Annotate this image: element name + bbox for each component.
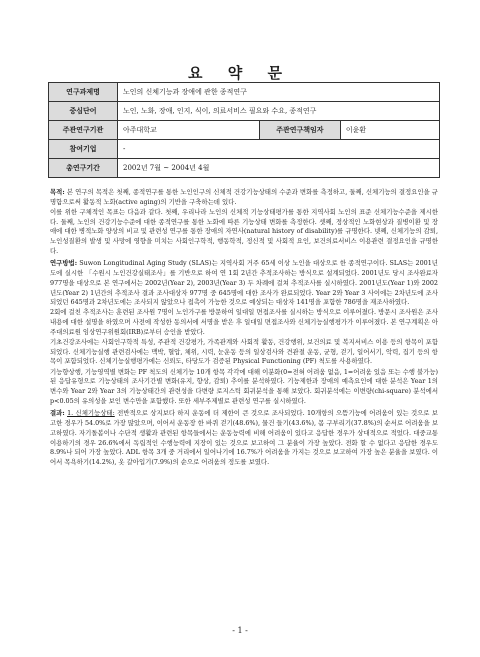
method-paragraph xyxy=(50,259,438,308)
label-institution: 주관연구기관 xyxy=(49,121,118,140)
table-row xyxy=(49,83,440,102)
label-keywords: 중심단어 xyxy=(49,102,118,121)
value-period: 2002년 7월 ~ 2004년 4월 xyxy=(118,159,440,178)
value-partner: - xyxy=(118,140,440,159)
project-info-table xyxy=(48,82,440,178)
method-paragraph-3: 기초건강조사에는 사회인구학적 특성, 주관적 건강평가, 가족관계와 사회적 활동, 건강행위, 보건의료 및 복지서비스 이용 등의 항목이 포함되었다. 신체기능실행 관련검사에는 맥박, 혈압, 체위, 시력, 눈운동 등의 일상검사와 견관절 운동, 균형, 걷기, 일어서기, 악력, 집기 등의 항목이 포함되었다. 신체기능실행평가에는 신뢰도, 타당도가 검증된 Physical Functioning (PF) 척도를 사용하였다. xyxy=(50,338,438,366)
results-text: 전반적으로 상지보다 하지 운동에 더 제한이 큰 것으로 조사되었다. 10개항의 으뜸기능에 어려움이 있는 것으로 보고한 경우가 54.0%로 가장 많았으며, 이어서 운동장 한 바퀴 걷기(48.6%), 물건 들기(43.6%), 몸 구부리기(37.8%)의 순서로 어려움을 보고하였다. 자기돌봄이나 수단적 생활과 관련된 항목들에서는 운동능력에 비해 어려움이 있다고 응답한 경우가 상대적으로 적었다. 대중교통 이용하기의 경우 26.6%에서 독립적인 수행능력에 지장이 있는 것으로 보고하여 그 분율이 가장 높았다. 전화 할 수 없다고 응답한 경우도 8.9%나 되어 가장 높았다. ADL 항목 3개 중 거리에서 일어나기에 16.7%가 어려움을 가지는 것으로 보고하여 가장 높은 분율을 보였다. 이어서 목욕하기(14.2%), 옷 갈아입기(7.9%)의 순으로 어려움의 정도를 보였다. xyxy=(50,409,438,466)
value-project-title: 노인의 신체기능과 장애에 관한 종적연구 xyxy=(118,83,440,102)
label-principal-investigator: 주관연구책임자 xyxy=(259,121,340,140)
document-title: 요 약 문 xyxy=(188,64,292,82)
purpose-heading: 목적: xyxy=(50,188,65,196)
label-project-title: 연구과제명 xyxy=(49,83,118,102)
table-row xyxy=(49,140,440,159)
method-text: Suwon Longitudinal Aging Study (SLAS)는 지역사회 거주 65세 이상 노인을 대상으로 한 종적연구이다. SLAS는 2001년도에 실시한 「수원시 노인건강실태조사」를 기반으로 하여 연 1회 2년간 추적조사하는 방식으로 설계되었다. 2001년도 당시 조사완료자 977명을 대상으로 본 연구에서는 2002년(Year 2), 2003년(Year 3) 두 차례에 걸쳐 추적조사를 실시하였다. 2001년도(Year 1)와 2002년도(Year 2) 1년간의 추적조사 결과 조사대상자 977명 중 645명에 대한 조사가 완료되었다. Year 2와 Year 3 사이에는 2차년도에 조사되었던 645명과 2차년도에는 조사되지 않았으나 접촉이 가능한 것으로 예상되는 대상자 141명을 포함한 786명을 재조사하였다. xyxy=(50,259,438,307)
page-number: - 1 - xyxy=(232,626,248,635)
value-institution: 아주대학교 xyxy=(118,121,260,140)
table-row xyxy=(49,159,440,178)
results-paragraph xyxy=(50,409,438,467)
label-period: 총연구기간 xyxy=(49,159,118,178)
table-row xyxy=(49,121,440,140)
value-principal-investigator: 이윤환 xyxy=(340,121,439,140)
summary-body xyxy=(50,188,438,468)
purpose-text: 본 연구의 목적은 첫째, 종적연구를 통한 노인인구의 신체적 건강기능상태의 수준과 변화를 측정하고, 둘째, 신체기능의 결정요인을 규명함으로써 활동적 노화(active aging)의 기반을 구축하는데 있다. xyxy=(50,188,438,206)
results-heading: 결과: xyxy=(50,409,65,418)
method-heading: 연구방법: xyxy=(50,259,78,268)
purpose-goals-paragraph: 이를 위한 구체적인 목표는 다음과 같다. 첫째, 우리나라 노인의 신체적 기능상태평가를 통한 지역사회 노인의 표준 신체기능수준을 제시한다. 둘째, 노인의 건강기능수준에 대한 종적연구를 통한 노화에 따른 기능상태 변화를 측정한다. 셋째, 정상적인 노화현상과 질병이환 및 장애에 대한 병적노화 양상의 비교 및 관련성 연구를 통한 장애의 자연사(natural history of disability)를 규명한다. 넷째, 신체기능의 감퇴, 노인성질환의 발생 및 사망에 영향을 미치는 사회인구학적, 행동학적, 정신적 및 사회적 요인, 보건의료서비스 이용관련 결정요인을 규명한다. xyxy=(50,207,438,255)
label-partner: 참여기업 xyxy=(49,140,118,159)
method-paragraph-2: 2회에 걸친 추적조사는 훈련된 조사원 7명이 노인가구를 방문하여 일대일 면접조사를 실시하는 방식으로 이루어졌다. 방문시 조사원은 조사내용에 대한 설명을 하였으며 사전에 작성한 동의서에 서명을 받은 후 일대일 면접조사와 신체기능실행평가가 이루어졌다. 본 연구계획은 아주대의료원 임상연구위원회(IRB)로부터 승인을 받았다. xyxy=(50,308,438,336)
table-row xyxy=(49,102,440,121)
value-keywords: 노인, 노화, 장애, 인지, 식이, 의료서비스 필요와 수요, 종적연구 xyxy=(118,102,440,121)
results-item-label: 1. 신체기능상태: xyxy=(67,409,115,418)
purpose-paragraph xyxy=(50,188,438,207)
method-paragraph-4: 기능향상행, 기능영역별 변화는 PF 척도의 신체기능 10개 항목 각각에 대해 이분화(0=전혀 어려움 없음, 1=어려움 있음 또는 수행 불가능)된 응답유형으로 기능상태의 조사기간별 변화(유지, 향상, 감퇴) 추이를 분석하였다. 기능제한과 장애의 예측요인에 대한 분석은 Year 1의 변수와 Year 2와 Year 3의 기능상태간의 관련성을 다변량 로지스틱 회귀분석을 통해 보았다. 회귀분석에는 이변량(chi-square) 분석에서 p<0.05의 유의성을 보인 변수만을 포함했다. 또한 세부주제별로 관련성 연구를 실시하였다. xyxy=(50,367,438,405)
